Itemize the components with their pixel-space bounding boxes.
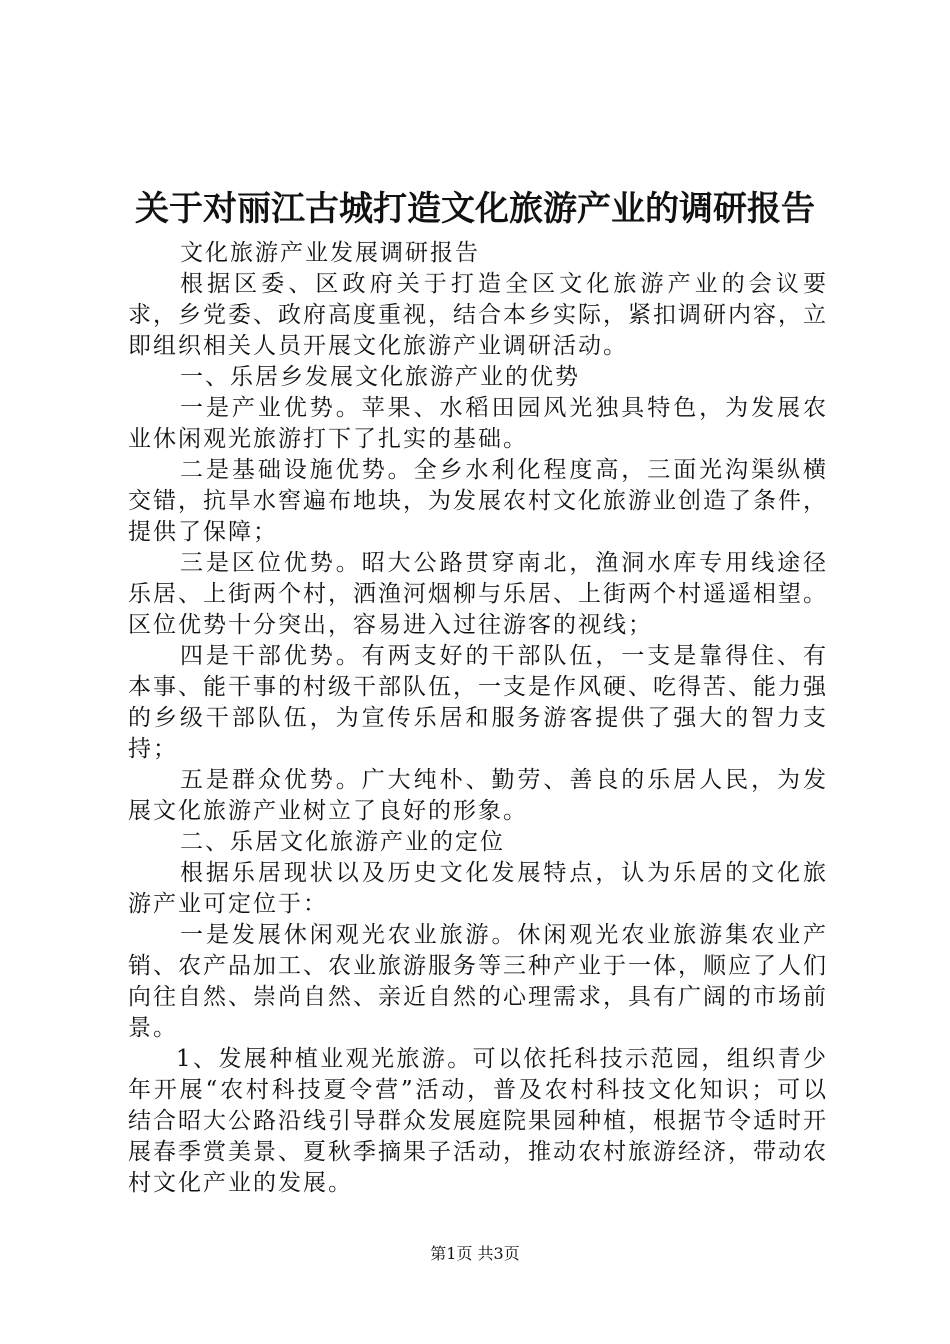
advantage-infrastructure-paragraph: 二是基础设施优势。全乡水利化程度高，三面光沟渠纵横交错，抗旱水窖遍布地块，为发展农村文化旅游业创造了条件，提供了保障； [128,457,828,545]
section-heading-positioning: 二、乐居文化旅游产业的定位 [180,829,505,855]
advantage-location-paragraph: 三是区位优势。昭大公路贯穿南北，渔洞水库专用线途径乐居、上街两个村，洒渔河烟柳与乐居、上街两个村遥遥相望。区位优势十分突出，容易进入过往游客的视线； [128,550,828,638]
advantage-industry-paragraph: 一是产业优势。苹果、水稻田园风光独具特色，为发展农业休闲观光旅游打下了扎实的基础。 [128,395,828,452]
report-subtitle: 文化旅游产业发展调研报告 [180,240,480,266]
advantage-cadre-paragraph: 四是干部优势。有两支好的干部队伍，一支是靠得住、有本事、能干事的村级干部队伍，一支是作风硬、吃得苦、能力强的乡级干部队伍，为宣传乐居和服务游客提供了强大的智力支持； [128,643,828,762]
intro-paragraph: 根据区委、区政府关于打造全区文化旅游产业的会议要求，乡党委、政府高度重视，结合本乡实际，紧扣调研内容，立即组织相关人员开展文化旅游产业调研活动。 [128,271,828,359]
document-title: 关于对丽江古城打造文化旅游产业的调研报告 [135,189,815,229]
planting-tourism-paragraph: 1、发展种植业观光旅游。可以依托科技示范园，组织青少年开展“农村科技夏令营”活动，普及农村科技文化知识；可以结合昭大公路沿线引导群众发展庭院果园种植，根据节令适时开展春季赏美景、夏秋季摘果子活动，推动农村旅游经济，带动农村文化产业的发展。 [128,1046,828,1196]
positioning-leisure-paragraph: 一是发展休闲观光农业旅游。休闲观光农业旅游集农业产销、农产品加工、农业旅游服务等三种产业于一体，顺应了人们向往自然、崇尚自然、亲近自然的心理需求，具有广阔的市场前景。 [128,922,828,1041]
page-footer: 第1页 共3页 [430,1244,520,1263]
positioning-intro-paragraph: 根据乐居现状以及历史文化发展特点，认为乐居的文化旅游产业可定位于： [128,860,828,917]
section-heading-advantages: 一、乐居乡发展文化旅游产业的优势 [180,364,580,390]
document-body [128,238,828,1199]
advantage-public-paragraph: 五是群众优势。广大纯朴、勤劳、善良的乐居人民，为发展文化旅游产业树立了良好的形象。 [128,767,828,824]
